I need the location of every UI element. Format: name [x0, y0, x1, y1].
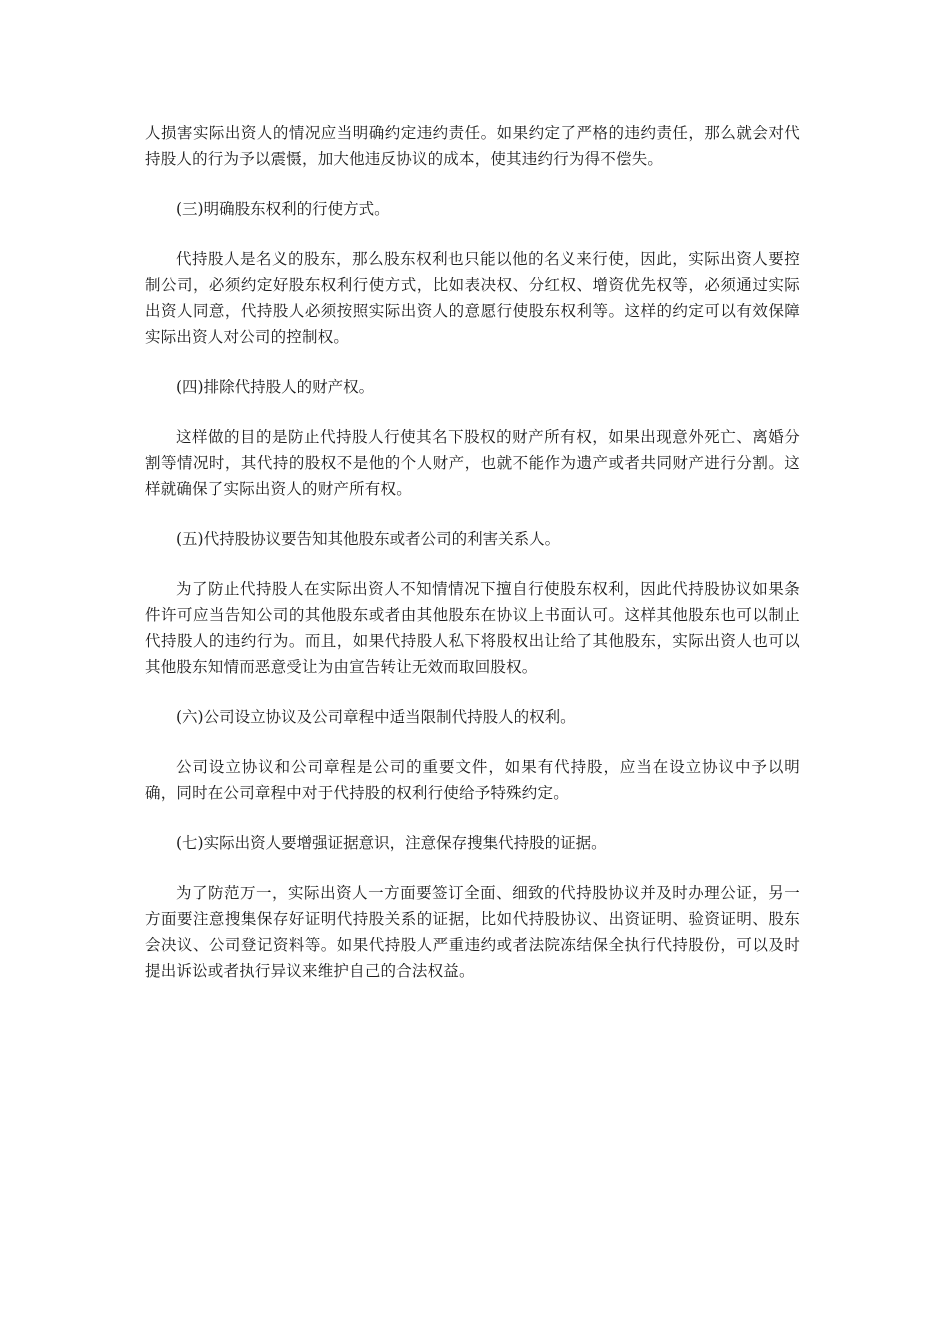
paragraph-notify-shareholders: 为了防止代持股人在实际出资人不知情情况下擅自行使股东权利，因此代持股协议如果条件许可应当告知公司的其他股东或者由其他股东在协议上书面认可。这样其他股东也可以制止代持股人的违约行为。而且，如果代持股人私下将股权出让给了其他股东，实际出资人也可以其他股东知情而恶意受让为由宣告转让无效而取回股权。 [145, 580, 800, 676]
spacer [145, 552, 800, 576]
heading-7-evidence: (七)实际出资人要增强证据意识，注意保存搜集代持股的证据。 [176, 834, 607, 852]
document-page [145, 120, 800, 984]
spacer [145, 502, 800, 526]
spacer [145, 172, 800, 196]
spacer [145, 730, 800, 754]
paragraph-evidence: 为了防范万一，实际出资人一方面要签订全面、细致的代持股协议并及时办理公证，另一方面要注意搜集保存好证明代持股关系的证据，比如代持股协议、出资证明、验资证明、股东会决议、公司登记资料等。如果代持股人严重违约或者法院冻结保全执行代持股份，可以及时提出诉讼或者执行异议来维护自己的合法权益。 [145, 884, 800, 980]
heading-5-notify-shareholders: (五)代持股协议要告知其他股东或者公司的利害关系人。 [176, 530, 561, 548]
spacer [145, 222, 800, 246]
paragraph-liability: 人损害实际出资人的情况应当明确约定违约责任。如果约定了严格的违约责任，那么就会对代持股人的行为予以震慑，加大他违反协议的成本，使其违约行为得不偿失。 [145, 124, 800, 168]
paragraph-property-rights: 这样做的目的是防止代持股人行使其名下股权的财产所有权，如果出现意外死亡、离婚分割等情况时，其代持的股权不是他的个人财产，也就不能作为遗产或者共同财产进行分割。这样就确保了实际出资人的财产所有权。 [145, 428, 800, 498]
spacer [145, 400, 800, 424]
paragraph-articles-limits: 公司设立协议和公司章程是公司的重要文件，如果有代持股，应当在设立协议中予以明确，同时在公司章程中对于代持股的权利行使给予特殊约定。 [145, 758, 800, 802]
heading-4-property-rights: (四)排除代持股人的财产权。 [176, 378, 375, 396]
heading-3-shareholder-rights: (三)明确股东权利的行使方式。 [176, 200, 390, 218]
spacer [145, 680, 800, 704]
spacer [145, 806, 800, 830]
heading-6-articles-limits: (六)公司设立协议及公司章程中适当限制代持股人的权利。 [176, 708, 576, 726]
paragraph-shareholder-rights: 代持股人是名义的股东，那么股东权利也只能以他的名义来行使，因此，实际出资人要控制公司，必须约定好股东权利行使方式，比如表决权、分红权、增资优先权等，必须通过实际出资人同意，代持股人必须按照实际出资人的意愿行使股东权利等。这样的约定可以有效保障实际出资人对公司的控制权。 [145, 250, 800, 346]
spacer [145, 350, 800, 374]
spacer [145, 856, 800, 880]
